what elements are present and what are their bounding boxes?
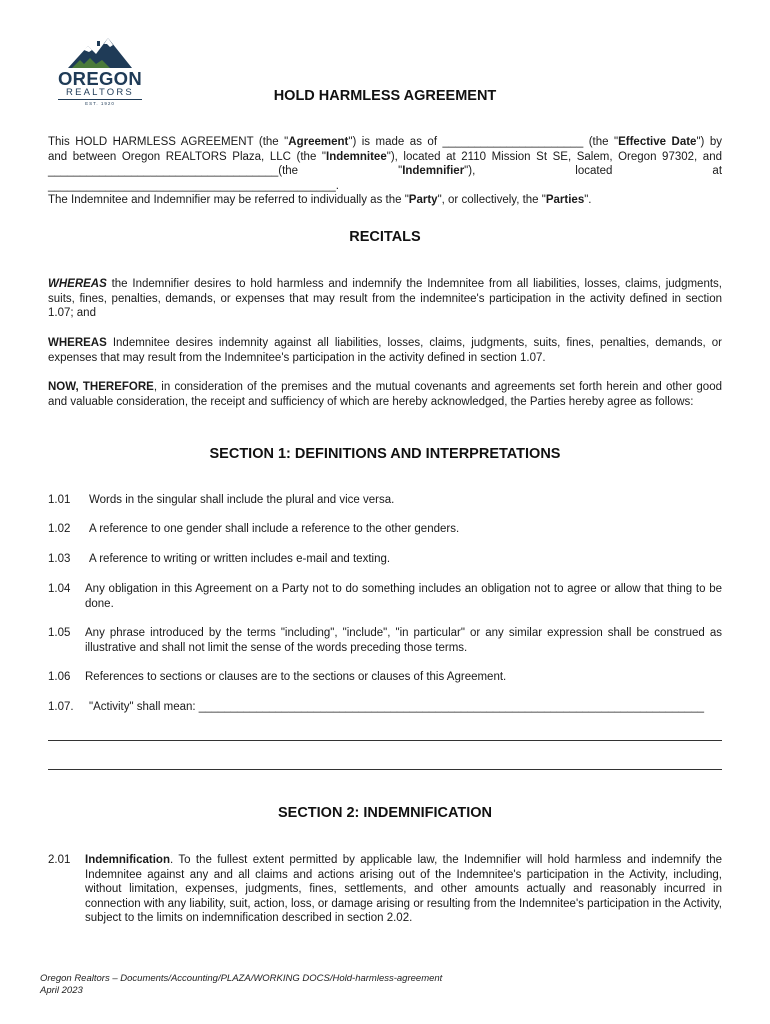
- page-footer: [40, 973, 442, 997]
- recitals-heading: RECITALS: [349, 229, 421, 245]
- intro-paragraph: [48, 135, 722, 208]
- clause-text: Indemnification. To the fullest extent permitted by applicable law, the Indemnifier will hold harmless and indemnify the Indemnitee against any and all claims and actions arising out of the Indemnitee's participation in the Activity, including, without limitation, expenses, judgments, fines, settlements, and other amounts actually and reasonably incurred in connection with any liability, suit, action, loss, or damage arising or resulting from the Indemnitee's participation in the Activity, subject to the limits on indemnification described in section 2.02.: [85, 854, 722, 924]
- logo-name: OREGON: [57, 68, 143, 89]
- clause-text: Any obligation in this Agreement on a Party not to do something includes an obligation not to agree or allow that thing to be done.: [85, 583, 722, 610]
- clause-1-04: [48, 582, 722, 612]
- clause-number: 1.07.: [48, 701, 74, 713]
- clause-number: 1.06: [48, 671, 71, 683]
- activity-blank-line-1[interactable]: [48, 740, 722, 741]
- clause-text: "Activity" shall mean: _______________________________________________________________________________: [89, 701, 705, 713]
- clause-text: Any phrase introduced by the terms "including", "include", "in particular" or any similar expression shall be construed as illustrative and shall not limit the sense of the words preceding those terms.: [85, 627, 722, 654]
- clause-1-02: [48, 522, 722, 537]
- logo-est: EST. 1920: [85, 101, 115, 106]
- footer-date: April 2023: [40, 985, 83, 996]
- section-1-heading: SECTION 1: DEFINITIONS AND INTERPRETATIONS: [209, 446, 561, 462]
- clause-number: 1.03: [48, 553, 71, 565]
- clause-1-03: [48, 552, 722, 567]
- clause-1-06: [48, 670, 722, 685]
- clause-number: 2.01: [48, 854, 71, 866]
- intro-line-1: This HOLD HARMLESS AGREEMENT (the "Agreement") is made as of ______________________ (the "Effective Date") by: [48, 136, 722, 148]
- recital-now-therefore: NOW, THEREFORE, in consideration of the premises and the mutual covenants and agreements set forth herein and other good and valuable consideration, the receipt and sufficiency of which are hereby acknowledged, the Parties hereby agree as follows:: [48, 381, 722, 408]
- clause-1-05: [48, 626, 722, 656]
- activity-blank-line-2[interactable]: [48, 769, 722, 770]
- recital-whereas-1: WHEREAS the Indemnifier desires to hold harmless and indemnify the Indemnitee from all liabilities, losses, claims, judgments, suits, fines, penalties, demands, or expenses that may result from the indemnitee's participation in the activity defined in section 1.07; and: [48, 278, 722, 319]
- clause-number: 1.02: [48, 523, 71, 535]
- clause-1-07: [48, 700, 722, 715]
- footer-path: Oregon Realtors – Documents/Accounting/PLAZA/WORKING DOCS/Hold-harmless-agreement: [40, 973, 443, 984]
- clause-number: 1.04: [48, 583, 71, 595]
- clause-number: 1.05: [48, 627, 71, 639]
- clause-1-01: [48, 493, 722, 508]
- clause-2-01: [48, 853, 722, 928]
- clause-text: References to sections or clauses are to the sections or clauses of this Agreement.: [85, 671, 507, 683]
- intro-line-2: and between Oregon REALTORS Plaza, LLC (the "Indemnitee"), located at 2110 Mission St SE, Salem, Oregon 97302, and: [48, 150, 722, 163]
- clause-text: A reference to writing or written includes e-mail and texting.: [89, 553, 391, 565]
- recital-whereas-2: WHEREAS Indemnitee desires indemnity against all liabilities, losses, claims, judgments, suits, fines, penalties, demands, or expenses that may result from the Indemnitee's participation in the activity defined in section 1.07.: [48, 337, 722, 364]
- section-2-heading: SECTION 2: INDEMNIFICATION: [277, 805, 492, 821]
- mountain-logo-icon: [66, 34, 134, 68]
- logo-sub: REALTORS: [66, 87, 134, 98]
- intro-line-3: ____________________________________(the "Indemnifier"), located at _____________________________________________.: [48, 165, 723, 192]
- clause-text: Words in the singular shall include the plural and vice versa.: [89, 494, 395, 506]
- intro-line-4: The Indemnitee and Indemnifier may be referred to individually as the "Party", or collectively, the "Parties".: [48, 194, 592, 206]
- clause-number: 1.01: [48, 494, 71, 506]
- document-title: HOLD HARMLESS AGREEMENT: [273, 88, 497, 104]
- clause-text: A reference to one gender shall include a reference to the other genders.: [89, 523, 460, 535]
